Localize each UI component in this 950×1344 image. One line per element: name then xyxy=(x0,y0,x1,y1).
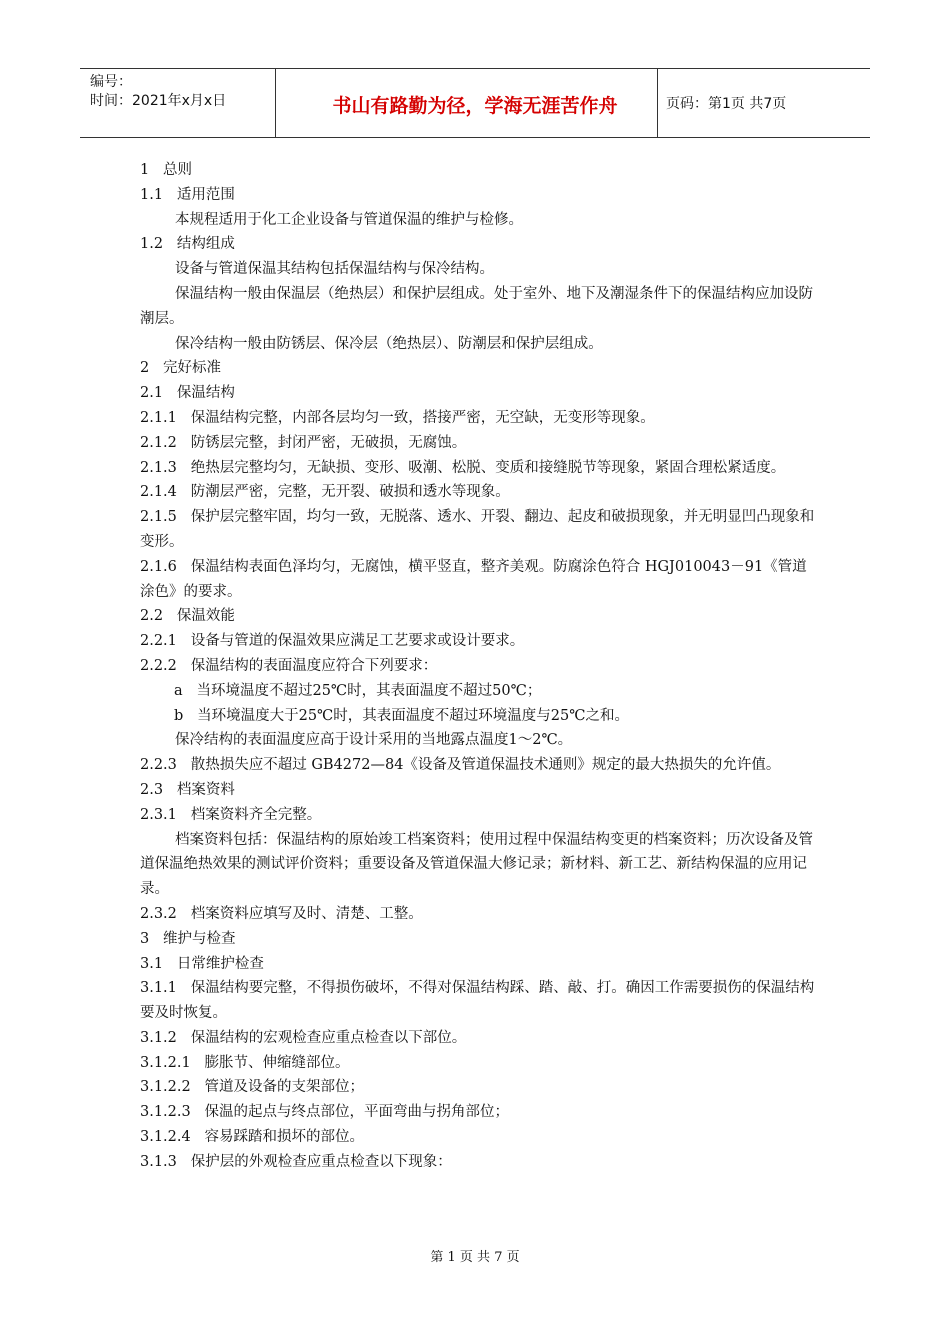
paragraph: 2.3.2 档案资料应填写及时、清楚、工整。 xyxy=(140,905,423,922)
paragraph: 2.3.1 档案资料齐全完整。 xyxy=(140,806,322,823)
document-body xyxy=(140,158,820,1175)
paragraph: 3.1.2.1 膨胀节、伸缩缝部位。 xyxy=(140,1054,350,1071)
header-meta xyxy=(90,73,226,111)
paragraph: 2.2.2 保温结构的表面温度应符合下列要求： xyxy=(140,657,438,674)
paragraph: b 当环境温度大于25℃时，其表面温度不超过环境温度与25℃之和。 xyxy=(174,707,629,724)
number-label: 编号： xyxy=(90,74,132,90)
page-indicator: 页码：第1页 共7页 xyxy=(666,96,787,112)
paragraph: 2.3 档案资料 xyxy=(140,781,235,798)
paragraph: 2.1.3 绝热层完整均匀，无缺损、变形、吸潮、松脱、变质和接缝脱节等现象，紧固合理松紧适度。 xyxy=(140,459,786,476)
paragraph: 3 维护与检查 xyxy=(140,930,236,947)
paragraph: a 当环境温度不超过25℃时，其表面温度不超过50℃； xyxy=(174,682,542,699)
paragraph: 2.1.6 保温结构表面色泽均匀，无腐蚀，横平竖直，整齐美观。防腐涂色符合 HGJ010043－91《管道涂色》的要求。 xyxy=(140,558,807,600)
paragraph: 3.1.3 保护层的外观检查应重点检查以下现象： xyxy=(140,1153,452,1170)
paragraph: 2.1.4 防潮层严密，完整，无开裂、破损和透水等现象。 xyxy=(140,484,510,501)
header-divider xyxy=(275,69,276,137)
page-footer: 第 1 页 共 7 页 xyxy=(430,1250,520,1265)
paragraph: 2.2.3 散热损失应不超过 GB4272—84《设备及管道保温技术通则》规定的最大热损失的允许值。 xyxy=(140,757,781,774)
paragraph: 3.1.2.3 保温的起点与终点部位，平面弯曲与拐角部位； xyxy=(140,1104,510,1121)
paragraph: 3.1.2.2 管道及设备的支架部位； xyxy=(140,1079,365,1096)
paragraph: 2.2.1 设备与管道的保温效果应满足工艺要求或设计要求。 xyxy=(140,633,525,650)
paragraph: 2 完好标准 xyxy=(140,360,222,377)
paragraph: 档案资料包括：保温结构的原始竣工档案资料；使用过程中保温结构变更的档案资料；历次设备及管道保温绝热效果的测试评价资料；重要设备及管道保温大修记录；新材料、新工艺、新结构保温的应用记录。 xyxy=(140,831,813,898)
header-motto: 书山有路勤为径，学海无涯苦作舟 xyxy=(332,95,618,117)
paragraph: 2.1 保温结构 xyxy=(140,385,235,402)
paragraph: 3.1 日常维护检查 xyxy=(140,955,264,972)
paragraph: 保冷结构一般由防锈层、保冷层（绝热层）、防潮层和保护层组成。 xyxy=(175,335,603,352)
paragraph: 2.1.1 保温结构完整，内部各层均匀一致，搭接严密，无空缺，无变形等现象。 xyxy=(140,409,655,426)
paragraph: 2.1.2 防锈层完整，封闭严密，无破损，无腐蚀。 xyxy=(140,434,467,451)
paragraph: 1 总则 xyxy=(140,162,193,178)
paragraph: 2.1.5 保护层完整牢固，均匀一致，无脱落、透水、开裂、翻边、起皮和破损现象，并无明显凹凸现象和变形。 xyxy=(140,509,815,550)
paragraph: 1.1 适用范围 xyxy=(140,186,235,203)
page-header xyxy=(80,68,870,138)
header-divider xyxy=(657,69,658,137)
date-label: 时间：2021年x月x日 xyxy=(90,93,227,109)
paragraph: 3.1.2 保温结构的宏观检查应重点检查以下部位。 xyxy=(140,1029,467,1046)
paragraph: 保温结构一般由保温层（绝热层）和保护层组成。处于室外、地下及潮湿条件下的保温结构应加设防潮层。 xyxy=(140,285,813,327)
paragraph: 3.1.1 保温结构要完整，不得损伤破坏，不得对保温结构踩、踏、敲、打。确因工作需要损伤的保温结构要及时恢复。 xyxy=(140,980,815,1022)
paragraph: 2.2 保温效能 xyxy=(140,608,235,625)
paragraph: 保冷结构的表面温度应高于设计采用的当地露点温度1～2℃。 xyxy=(175,732,573,749)
paragraph: 本规程适用于化工企业设备与管道保温的维护与检修。 xyxy=(175,211,523,228)
paragraph: 1.2 结构组成 xyxy=(140,236,235,253)
paragraph: 设备与管道保温其结构包括保温结构与保冷结构。 xyxy=(175,261,494,278)
paragraph: 3.1.2.4 容易踩踏和损坏的部位。 xyxy=(140,1129,365,1146)
